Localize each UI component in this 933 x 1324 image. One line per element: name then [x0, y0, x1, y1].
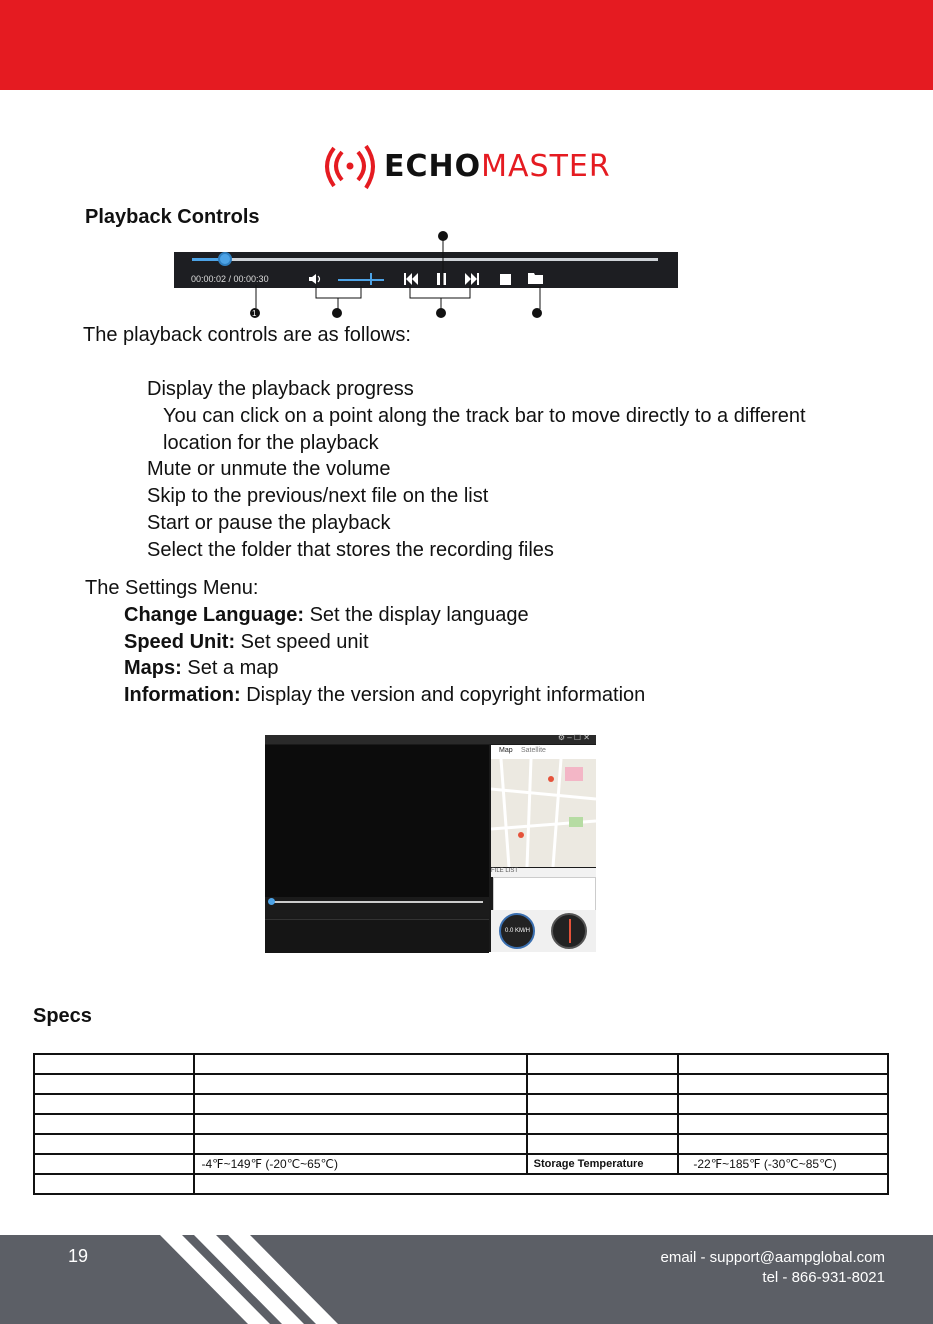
callout-diagram	[0, 225, 933, 325]
specs-heading: Specs	[33, 1005, 92, 1027]
page-footer	[0, 1235, 933, 1324]
logo-wordmark	[384, 149, 611, 184]
callout-dot-volume	[332, 308, 342, 318]
file-list-header: FILE LIST	[491, 868, 596, 877]
graph-panel	[265, 919, 489, 953]
app-screenshot	[265, 735, 596, 952]
compass-icon	[551, 913, 587, 949]
map-streets	[491, 759, 596, 867]
settings-item-information	[124, 682, 645, 709]
gauges-panel	[491, 910, 596, 952]
settings-text: Display the version and copyright information	[240, 684, 646, 706]
table-row	[34, 1054, 888, 1074]
top-banner	[0, 0, 933, 90]
map-tab[interactable]: Map	[499, 747, 513, 754]
operating-temp-value: -4℉~149℉ (-20℃~65℃)	[194, 1154, 526, 1174]
settings-text: Set the display language	[304, 604, 529, 626]
logo-echo-text: ECHO	[384, 149, 482, 184]
settings-item-language	[124, 602, 529, 629]
storage-temp-label: Storage Temperature	[527, 1154, 679, 1174]
callout-dot-folder	[532, 308, 542, 318]
map-tabs	[491, 745, 596, 759]
storage-temp-value: -22℉~185℉ (-30℃~85℃)	[678, 1154, 888, 1174]
settings-text: Set a map	[181, 657, 279, 679]
playback-heading: Playback Controls	[85, 206, 260, 228]
table-row	[34, 1154, 888, 1174]
table-row	[34, 1174, 888, 1194]
footer-stripes	[160, 1235, 360, 1324]
settings-label: Speed Unit:	[124, 631, 236, 653]
app-titlebar	[265, 735, 596, 744]
settings-item-speed	[124, 629, 369, 656]
footer-email: email - support@aampglobal.com	[660, 1249, 885, 1266]
settings-heading: The Settings Menu:	[85, 577, 259, 599]
mini-playback-bar	[265, 897, 489, 917]
list-item: Skip to the previous/next file on the list	[147, 485, 489, 507]
map-panel	[491, 745, 596, 867]
window-controls-icon[interactable]: ⚙ – ☐ ✕	[557, 733, 590, 742]
settings-label: Maps:	[124, 657, 182, 679]
callout-number: 1	[252, 309, 257, 318]
footer-phone: tel - 866-931-8021	[762, 1269, 885, 1286]
settings-item-maps	[124, 655, 279, 682]
settings-label: Change Language:	[124, 604, 305, 626]
video-area	[265, 745, 489, 897]
satellite-tab[interactable]: Satellite	[521, 747, 546, 754]
table-row	[34, 1094, 888, 1114]
logo-master-text: MASTER	[481, 149, 611, 184]
file-list[interactable]	[493, 877, 596, 912]
list-item: Select the folder that stores the recording files	[147, 539, 554, 561]
speed-readout: 0.0 KM/H	[505, 928, 531, 934]
list-item: Display the playback progress	[147, 378, 414, 400]
list-item: Start or pause the playback	[147, 512, 391, 534]
table-row	[34, 1134, 888, 1154]
playback-intro: The playback controls are as follows:	[83, 324, 411, 346]
list-item: location for the playback	[163, 432, 379, 454]
list-item: You can click on a point along the track bar to move directly to a different	[163, 405, 806, 427]
settings-label: Information:	[124, 684, 241, 706]
specs-table	[33, 1053, 889, 1195]
settings-text: Set speed unit	[235, 631, 369, 653]
logo-signal-icon	[316, 140, 378, 192]
table-row	[34, 1114, 888, 1134]
echomaster-logo	[316, 140, 626, 192]
table-row	[34, 1074, 888, 1094]
speedometer	[499, 913, 535, 949]
page-number: 19	[68, 1246, 89, 1266]
callout-dot-skip	[436, 308, 446, 318]
time-readout: 00:00:02 / 00:00:30	[191, 274, 269, 284]
list-item: Mute or unmute the volume	[147, 458, 391, 480]
